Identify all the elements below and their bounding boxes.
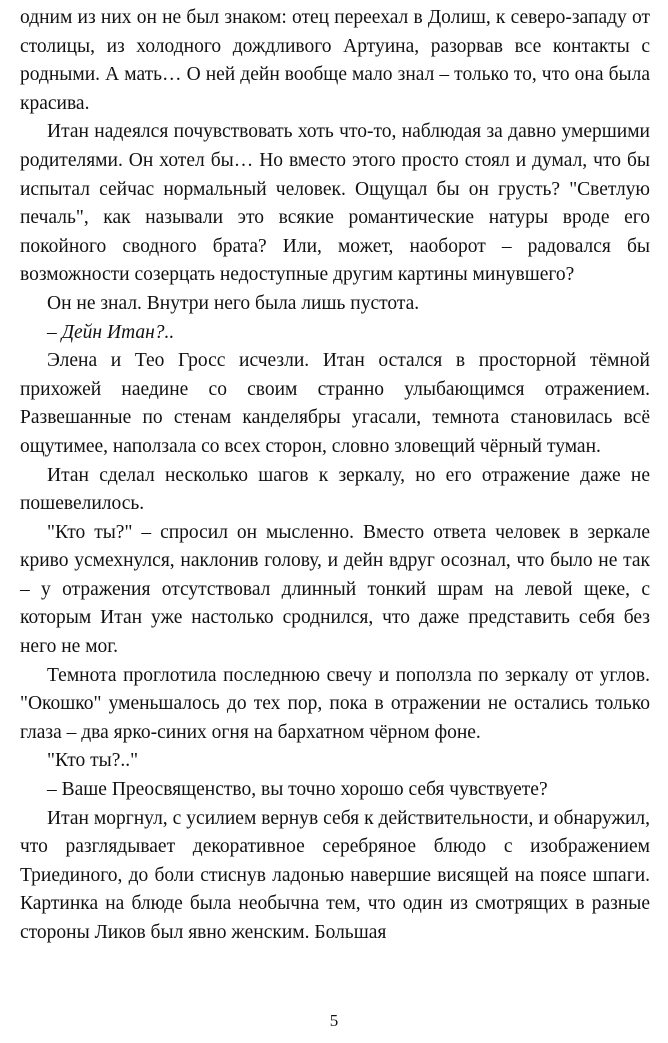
paragraph-8: Темнота проглотила последнюю свечу и поползла по зеркалу от углов. "Окошко" уменьшалось до тех пор, пока в отражении не остались только глаза – два ярко-синих огня на бархатном чёрном фоне. [20, 664, 650, 743]
page-number: 5 [329, 1011, 339, 1030]
paragraph-5: Элена и Тео Гросс исчезли. Итан остался в просторной тёмной прихожей наедине со своим странно улыбающимся отражением. Развешанные по стенам канделябры угасали, темнота становилась всё ощутимее, наползала со всех сторон, словно зловещий чёрный туман. [20, 350, 650, 457]
paragraph-10-dialogue: – Ваше Преосвященство, вы точно хорошо себя чувствуете? [47, 779, 548, 801]
paragraph-11: Итан моргнул, с усилием вернув себя к действительности, и обнаружил, что разглядывает декоративное серебряное блюдо с изображением Триединого, до боли стиснув ладонью навершие висящей на поясе шпаги. Картинка на блюде была необычна тем, что один из смотрящих в разные стороны Ликов был явно женским. Большая [20, 807, 650, 943]
paragraph-7: "Кто ты?" – спросил он мысленно. Вместо ответа человек в зеркале криво усмехнулся, наклонив голову, и дейн вдруг осознал, что было не так – у отражения отсутствовал длинный тонкий шрам на левой щеке, с которым Итан уже настолько сроднился, что даже представить себя без него не мог. [20, 521, 650, 658]
paragraph-6: Итан сделал несколько шагов к зеркалу, но его отражение даже не пошевелилось. [20, 464, 650, 515]
paragraph-1: одним из них он не был знаком: отец переехал в Долиш, к северо-западу от столицы, из холодного дождливого Артуина, разорвав все контакты с родными. А мать… О ней дейн вообще мало знал – только то, что она была красива. [20, 7, 650, 114]
paragraph-2: Итан надеялся почувствовать хоть что-то, наблюдая за давно умершими родителями. Он хотел бы… Но вместо этого просто стоял и думал, что бы испытал сейчас нормальный человек. Ощущал бы он грусть? "Светлую печаль", как называли это всякие романтические натуры вроде его покойного сводного брата? Или, может, наоборот – радовался бы возможности созерцать недоступные другим картины минувшего? [20, 121, 650, 286]
paragraph-3: Он не знал. Внутри него была лишь пустота. [47, 292, 420, 314]
page-body [20, 4, 650, 948]
paragraph-9: "Кто ты?.." [47, 750, 139, 772]
paragraph-4-dialogue: – Дейн Итан?.. [47, 321, 175, 343]
